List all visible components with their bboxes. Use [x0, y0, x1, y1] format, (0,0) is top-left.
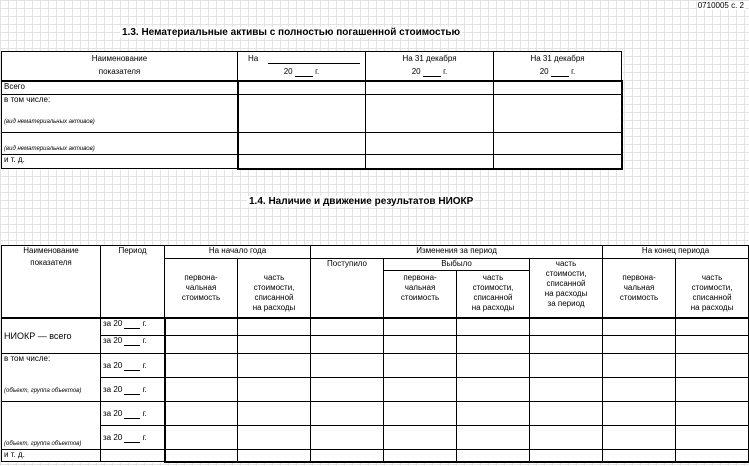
row-etc-label: и т. д. — [2, 450, 101, 462]
intangible-assets-table — [1, 51, 623, 170]
cell[interactable] — [457, 354, 530, 378]
row-object1-2 — [2, 378, 749, 402]
period-cell — [101, 450, 165, 462]
cell[interactable] — [457, 450, 530, 462]
period-prefix: за 20 — [103, 336, 123, 345]
cell[interactable] — [676, 336, 749, 354]
cell[interactable] — [603, 426, 676, 450]
cell[interactable] — [238, 354, 311, 378]
cell[interactable] — [676, 378, 749, 402]
period-prefix: за 20 — [103, 432, 123, 442]
text-line: стоимости, — [253, 283, 295, 292]
cell[interactable] — [530, 378, 603, 402]
cell[interactable] — [311, 354, 384, 378]
period-suffix: г. — [142, 408, 147, 418]
cell[interactable] — [603, 336, 676, 354]
period-cell — [101, 378, 165, 402]
cell[interactable] — [384, 450, 457, 462]
cell[interactable] — [384, 402, 457, 426]
cell[interactable] — [676, 402, 749, 426]
cell[interactable] — [603, 318, 676, 336]
cell[interactable] — [384, 318, 457, 336]
header-dec31-a — [366, 52, 494, 81]
cell[interactable] — [366, 133, 494, 155]
cell[interactable] — [494, 95, 622, 133]
period-suffix: г. — [142, 384, 147, 394]
row-type1-label — [2, 95, 238, 133]
cell[interactable] — [238, 318, 311, 336]
row-etc-label: и т. д. — [2, 155, 238, 169]
header-on-date — [238, 52, 366, 81]
cell[interactable] — [530, 402, 603, 426]
header-indicator-line1: Наименование — [91, 54, 148, 63]
cell[interactable] — [676, 450, 749, 462]
year-prefix: 20 — [539, 67, 549, 76]
text-line: чальная — [623, 283, 655, 292]
year-suffix: г. — [571, 67, 576, 76]
row-total — [2, 81, 622, 95]
text-line: первона- — [403, 273, 437, 282]
row-including-label: в том числе: — [4, 354, 51, 363]
period-cell — [101, 402, 165, 426]
cell[interactable] — [366, 155, 494, 169]
cell[interactable] — [238, 133, 366, 155]
text-line: первона- — [622, 273, 656, 282]
period-cell — [101, 354, 165, 378]
text-line: на расходы — [544, 289, 588, 298]
start-written-off-header — [238, 259, 311, 318]
cell[interactable] — [530, 354, 603, 378]
text-line: стоимости, — [472, 283, 514, 292]
period-suffix: г. — [142, 432, 147, 442]
text-line: часть — [263, 273, 285, 282]
cell[interactable] — [494, 133, 622, 155]
text-line: стоимость — [400, 293, 440, 302]
row-object2-2 — [2, 426, 749, 450]
cell[interactable] — [238, 402, 311, 426]
row-total-label: Всего — [2, 81, 238, 95]
cell[interactable] — [457, 318, 530, 336]
row-type1 — [2, 95, 622, 133]
cell[interactable] — [457, 426, 530, 450]
header-indicator — [2, 52, 238, 81]
cell[interactable] — [603, 378, 676, 402]
header-start-of-year: На начало года — [165, 246, 311, 259]
end-initial-cost-header — [603, 259, 676, 318]
text-line: стоимости, — [545, 269, 587, 278]
row-object2-note: (объект, группа объектов) — [4, 441, 82, 447]
cell[interactable] — [165, 336, 238, 354]
cell[interactable] — [457, 402, 530, 426]
cell[interactable] — [238, 450, 311, 462]
cell[interactable] — [165, 378, 238, 402]
header-row-1 — [2, 246, 749, 259]
cell[interactable] — [603, 450, 676, 462]
cell[interactable] — [457, 378, 530, 402]
header-changes: Изменения за период — [311, 246, 603, 259]
row-including-label: в том числе: — [4, 95, 51, 104]
form-number: 0710005 с. 2 — [697, 1, 744, 10]
cell[interactable] — [311, 402, 384, 426]
section-1-3-title: 1.3. Нематериальные активы с полностью погашенной стоимостью — [122, 27, 461, 38]
text-line: стоимости, — [691, 283, 733, 292]
row-type2-label — [2, 133, 238, 155]
year-prefix: 20 — [283, 67, 293, 76]
cell[interactable] — [311, 450, 384, 462]
cell[interactable] — [165, 450, 238, 462]
period-cell — [101, 426, 165, 450]
text-line: часть — [555, 259, 577, 268]
cell[interactable] — [457, 336, 530, 354]
text-line: часть — [482, 273, 504, 282]
cell[interactable] — [311, 426, 384, 450]
cell[interactable] — [165, 426, 238, 450]
period-prefix: за 20 — [103, 408, 123, 418]
row-etc — [2, 155, 622, 169]
cell[interactable] — [603, 354, 676, 378]
cell[interactable] — [311, 378, 384, 402]
section-1-4-title: 1.4. Наличие и движение результатов НИОКР — [249, 196, 474, 207]
header-dec31-b-label: На 31 декабря — [530, 54, 585, 63]
text-line: чальная — [185, 283, 217, 292]
text-line: на расходы — [690, 303, 734, 312]
period-written-off-header — [530, 259, 603, 318]
cell[interactable] — [676, 318, 749, 336]
cell[interactable] — [238, 155, 366, 169]
header-period: Период — [101, 246, 165, 318]
period-cell — [101, 336, 165, 354]
row-object1-note: (объект, группа объектов) — [4, 388, 82, 394]
period-prefix: за 20 — [103, 360, 123, 370]
row-object1-1 — [2, 354, 749, 378]
period-suffix: г. — [142, 318, 147, 328]
cell[interactable] — [384, 378, 457, 402]
cell[interactable] — [311, 318, 384, 336]
year-prefix: 20 — [411, 67, 421, 76]
cell[interactable] — [676, 354, 749, 378]
cell[interactable] — [165, 318, 238, 336]
cell[interactable] — [384, 426, 457, 450]
niokr-table — [1, 245, 749, 463]
cell[interactable] — [238, 426, 311, 450]
cell[interactable] — [165, 354, 238, 378]
text-line: списанной — [692, 293, 732, 302]
cell[interactable] — [165, 402, 238, 426]
row-etc — [2, 450, 749, 462]
text-line: часть — [701, 273, 723, 282]
text-line: стоимость — [181, 293, 221, 302]
cell[interactable] — [603, 402, 676, 426]
row-niokr-1 — [2, 318, 749, 336]
disposed-initial-cost-header — [384, 271, 457, 318]
year-suffix: г. — [315, 67, 320, 76]
period-prefix: за 20 — [103, 384, 123, 394]
start-initial-cost-header — [165, 259, 238, 318]
cell[interactable] — [238, 95, 366, 133]
cell[interactable] — [530, 336, 603, 354]
cell[interactable] — [530, 426, 603, 450]
header-end-of-period: На конец периода — [603, 246, 749, 259]
cell[interactable] — [238, 81, 366, 95]
row-type2-note: (вид нематериальных активов) — [4, 146, 95, 152]
row-niokr-2 — [2, 336, 749, 354]
cell[interactable] — [494, 155, 622, 169]
header-indicator-line2: показателя — [30, 258, 72, 267]
row-object2-label — [2, 402, 101, 450]
cell[interactable] — [366, 81, 494, 95]
year-suffix: г. — [443, 67, 448, 76]
text-line: списанной — [254, 293, 294, 302]
header-dec31-a-label: На 31 декабря — [402, 54, 457, 63]
row-niokr-total-label: НИОКР — всего — [2, 318, 101, 354]
cell[interactable] — [366, 95, 494, 133]
header-dec31-b — [494, 52, 622, 81]
row-type2 — [2, 133, 622, 155]
cell[interactable] — [238, 336, 311, 354]
header-indicator-line1: Наименование — [23, 246, 79, 255]
period-prefix: за 20 — [103, 318, 123, 328]
text-line: на расходы — [252, 303, 296, 312]
row-object2-1 — [2, 402, 749, 426]
header-indicator — [2, 246, 101, 318]
row-object1-label — [2, 354, 101, 402]
cell[interactable] — [238, 378, 311, 402]
text-line: за период — [547, 299, 585, 308]
text-line: списанной — [473, 293, 513, 302]
cell[interactable] — [384, 354, 457, 378]
cell[interactable] — [494, 81, 622, 95]
period-cell — [101, 318, 165, 336]
cell[interactable] — [311, 336, 384, 354]
text-line: списанной — [546, 279, 586, 288]
disposed-written-off-header — [457, 271, 530, 318]
header-indicator-line2: показателя — [98, 67, 141, 76]
cell[interactable] — [384, 336, 457, 354]
row-type1-note: (вид нематериальных активов) — [4, 119, 95, 125]
period-suffix: г. — [142, 360, 147, 370]
text-line: на расходы — [471, 303, 515, 312]
end-written-off-header — [676, 259, 749, 318]
header-disposed: Выбыло — [384, 259, 530, 271]
cell[interactable] — [530, 450, 603, 462]
cell[interactable] — [530, 318, 603, 336]
text-line: стоимость — [619, 293, 659, 302]
cell[interactable] — [676, 426, 749, 450]
period-suffix: г. — [142, 336, 147, 345]
header-received: Поступило — [311, 259, 384, 318]
text-line: первона- — [184, 273, 218, 282]
text-line: чальная — [404, 283, 436, 292]
header-on-label: На — [248, 54, 259, 63]
